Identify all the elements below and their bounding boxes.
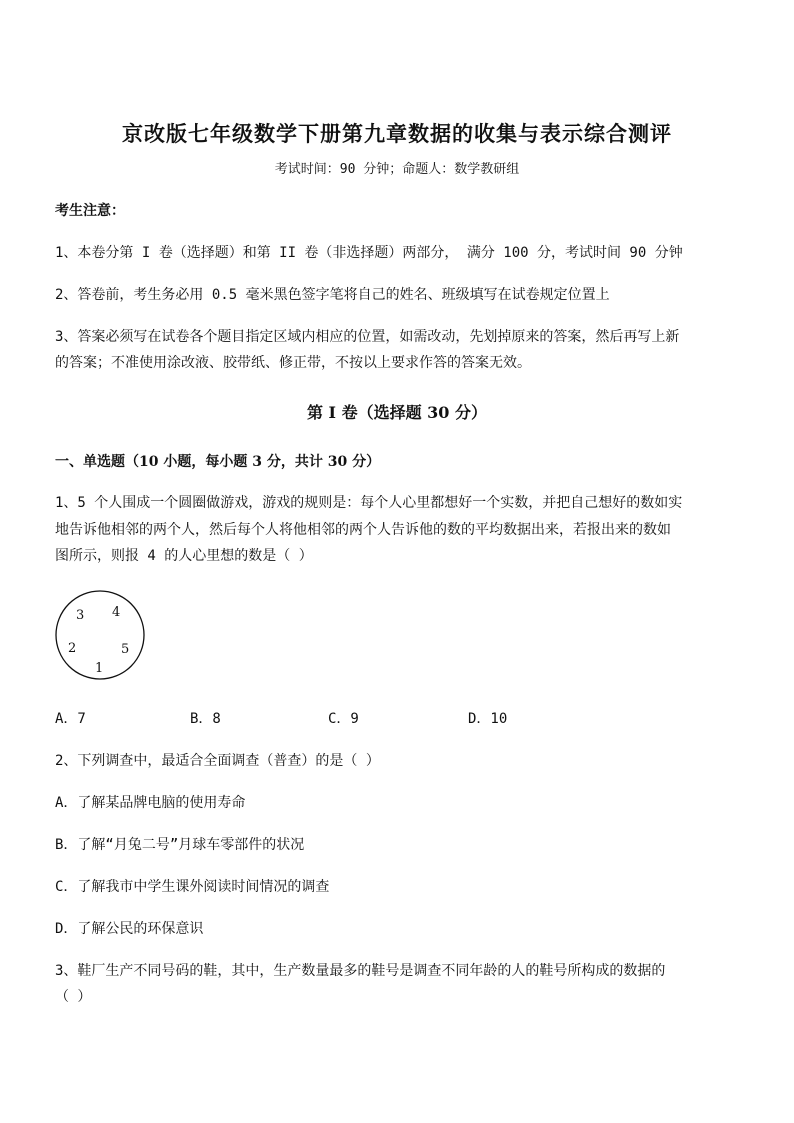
section-title: 第 I 卷（选择题 30 分） xyxy=(306,403,488,422)
question-2-stem: 2、下列调查中，最适合全面调查（普查）的是（ ） xyxy=(55,753,380,769)
q1-option-d: D．10 xyxy=(468,711,508,727)
question-1-line: 图所示，则报 4 的人心里想的数是（ ） xyxy=(55,548,313,564)
circle-number: 1 xyxy=(95,661,104,676)
q2-option-d: D．了解公民的环保意识 xyxy=(55,921,204,937)
number-circle-diagram xyxy=(52,590,152,684)
q2-option-b: B．了解“月兔二号”月球车零部件的状况 xyxy=(55,837,305,853)
question-1-line: 地告诉他相邻的两个人，然后每个人将他相邻的两个人告诉他的数的平均数据出来，若报出来的数如 xyxy=(55,522,671,538)
q1-option-b: B．8 xyxy=(190,711,221,727)
circle-number: 2 xyxy=(68,641,77,656)
exam-subtitle: 考试时间：90 分钟；命题人：数学教研组 xyxy=(274,162,520,177)
notice-item: 2、答卷前，考生务必用 0.5 毫米黑色签字笔将自己的姓名、班级填写在试卷规定位置上 xyxy=(55,287,610,303)
notice-item: 的答案；不准使用涂改液、胶带纸、修正带，不按以上要求作答的答案无效。 xyxy=(55,355,531,371)
part-heading: 一、单选题（10 小题，每小题 3 分，共计 30 分） xyxy=(55,454,381,470)
circle-number: 3 xyxy=(76,608,85,623)
circle-number: 5 xyxy=(121,642,130,657)
question-1-line: 1、5 个人围成一个圆圈做游戏，游戏的规则是：每个人心里都想好一个实数，并把自己想好的数如实 xyxy=(55,495,683,511)
notice-item: 1、本卷分第 I 卷（选择题）和第 II 卷（非选择题）两部分， 满分 100 分，考试时间 90 分钟 xyxy=(55,245,683,261)
q2-option-c: C．了解我市中学生课外阅读时间情况的调查 xyxy=(55,879,330,895)
notice-heading: 考生注意： xyxy=(55,203,125,219)
question-3-line: 3、鞋厂生产不同号码的鞋，其中，生产数量最多的鞋号是调查不同年龄的人的鞋号所构成的数据的 xyxy=(55,963,666,979)
circle-number: 4 xyxy=(112,605,121,620)
q2-option-a: A．了解某品牌电脑的使用寿命 xyxy=(55,795,246,811)
q1-option-c: C．9 xyxy=(328,711,359,727)
notice-item: 3、答案必须写在试卷各个题目指定区域内相应的位置，如需改动，先划掉原来的答案，然后再写上新 xyxy=(55,329,680,345)
exam-title: 京改版七年级数学下册第九章数据的收集与表示综合测评 xyxy=(122,121,672,146)
q1-option-a: A．7 xyxy=(55,711,86,727)
question-3-line: （ ） xyxy=(55,989,92,1005)
